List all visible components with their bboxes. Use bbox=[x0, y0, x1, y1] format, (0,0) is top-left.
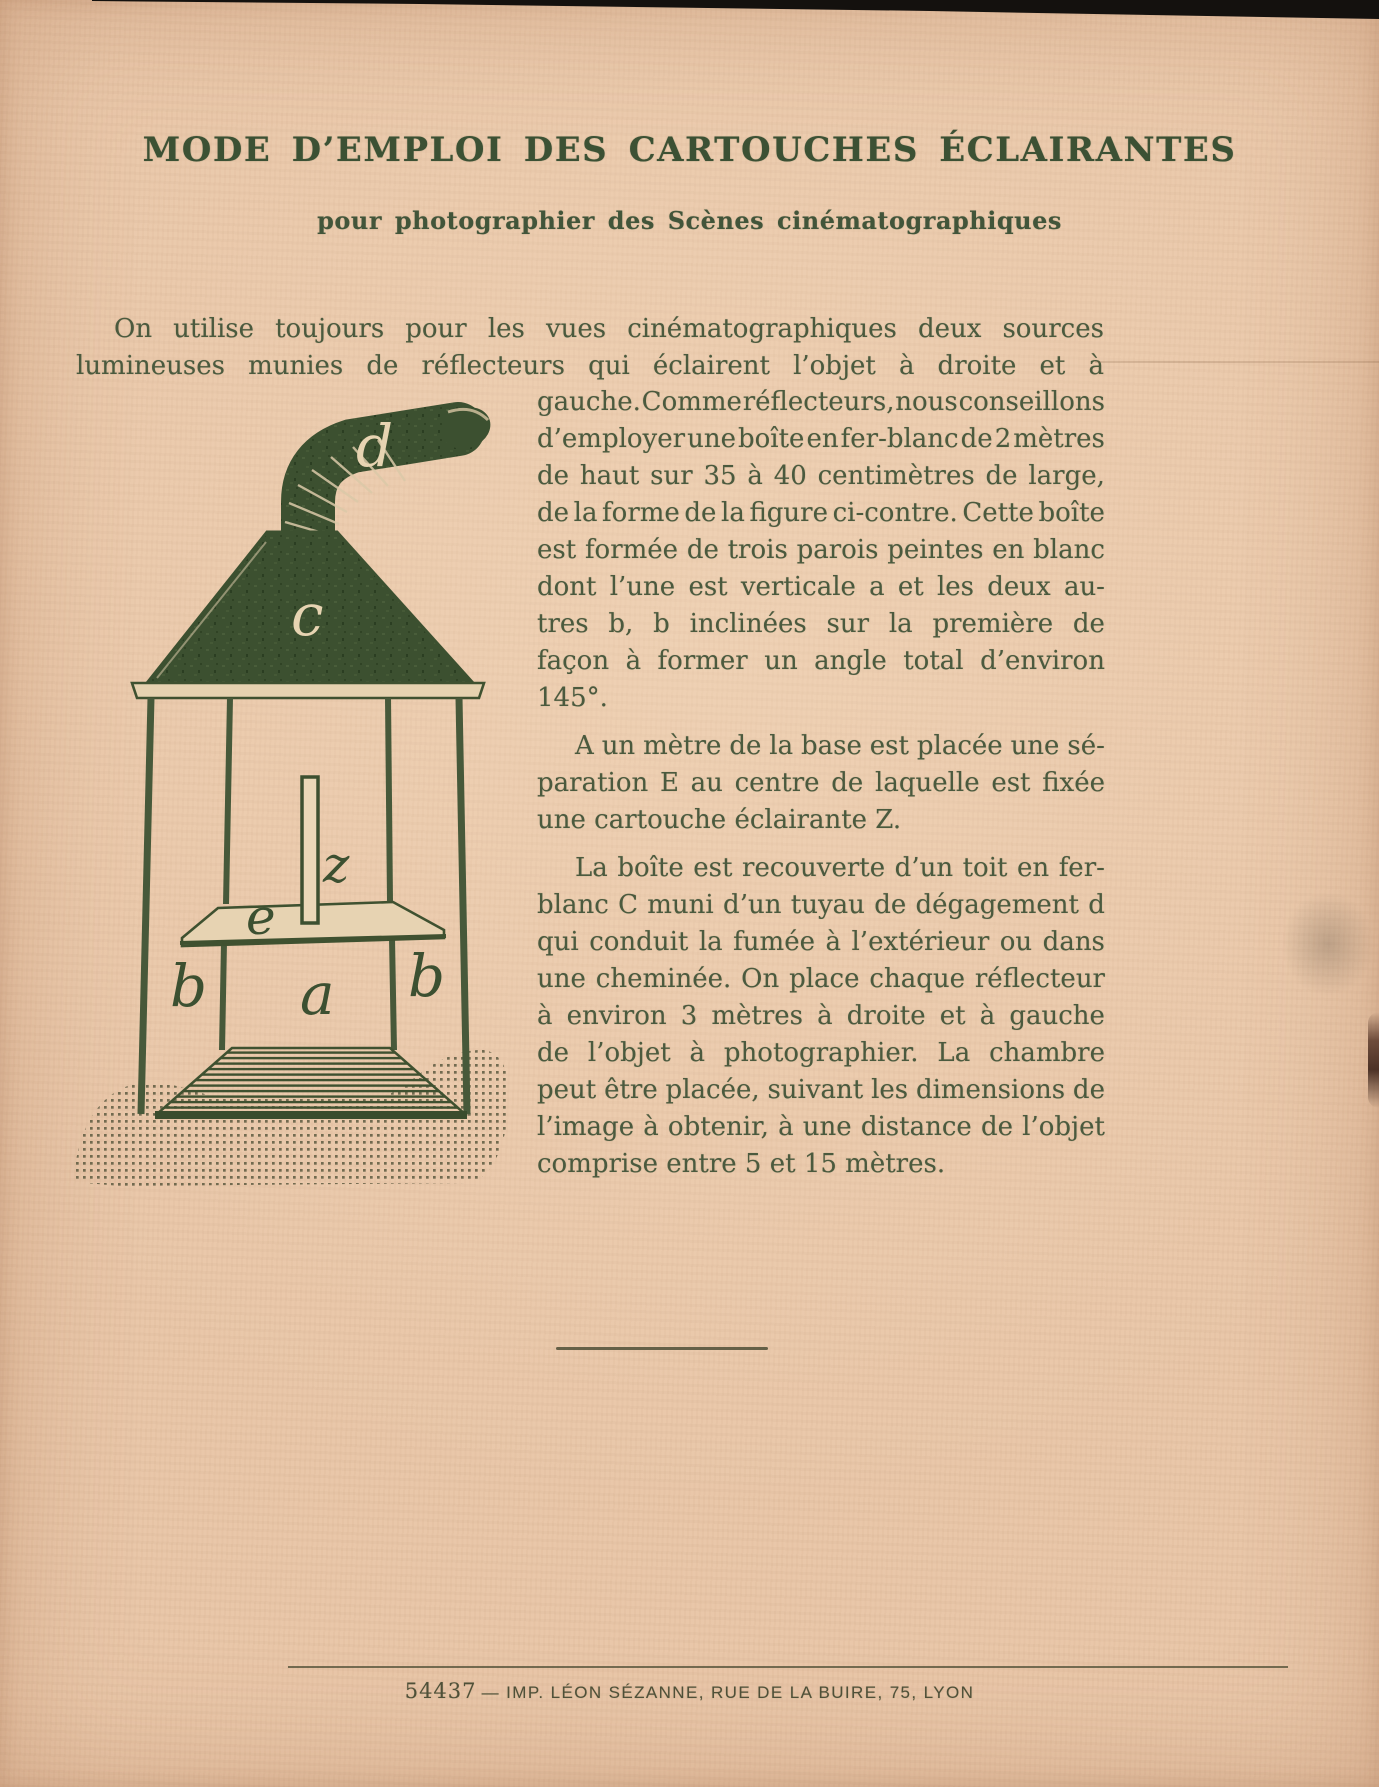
paragraph bbox=[537, 384, 1105, 717]
text-line: On utilise toujours pour les vues cinématographiques deux sources bbox=[114, 314, 1104, 344]
text-line: blanc C muni d’un tuyau de dégagement d bbox=[537, 890, 1105, 920]
text-line: d’employer une boîte en fer-blanc de 2 mètres bbox=[537, 424, 1105, 454]
text-line: une cartouche éclairante Z. bbox=[537, 805, 902, 835]
text-line: de l’objet à photographier. La chambre bbox=[537, 1038, 1105, 1068]
text-line: dont l’une est verticale a et les deux au- bbox=[537, 572, 1105, 602]
intro-paragraph bbox=[76, 311, 1104, 385]
figure-label-z: z bbox=[323, 836, 350, 894]
section-divider bbox=[556, 1347, 768, 1350]
figure-label-b-right: b bbox=[408, 942, 446, 1010]
text-line: de haut sur 35 à 40 centimètres de large, bbox=[537, 461, 1105, 491]
text-line: façon à former un angle total d’environ bbox=[537, 646, 1105, 676]
body-column bbox=[537, 384, 1105, 1183]
text-line: gauche. Comme réflecteurs, nous conseillons bbox=[537, 387, 1105, 417]
scan-edge-shape bbox=[92, 0, 1379, 19]
text-line: une cheminée. On place chaque réflecteur bbox=[537, 964, 1105, 994]
text-line: paration E au centre de laquelle est fixée bbox=[537, 768, 1105, 798]
figure-label-a: a bbox=[300, 960, 335, 1028]
text-line: peut être placée, suivant les dimensions de bbox=[537, 1075, 1105, 1105]
page-subtitle: pour photographier des Scènes cinématographiques bbox=[317, 206, 1062, 235]
text-line: l’image à obtenir, à une distance de l’objet bbox=[537, 1112, 1105, 1142]
text-line: qui conduit la fumée à l’extérieur ou dans bbox=[537, 927, 1105, 957]
scan-edge-mark bbox=[1364, 922, 1379, 970]
scan-edge-mark bbox=[1368, 1012, 1379, 1108]
floor-hatch bbox=[155, 1048, 467, 1115]
figure-drawing bbox=[60, 390, 520, 1195]
imprint-text: — IMP. LÉON SÉZANNE, RUE DE LA BUIRE, 75, LYON bbox=[481, 1683, 975, 1702]
paragraph bbox=[537, 728, 1105, 839]
text-line: A un mètre de la base est placée une sé- bbox=[575, 731, 1105, 761]
figure-label-c: c bbox=[291, 581, 324, 649]
printer-imprint bbox=[0, 1679, 1379, 1703]
text-line: lumineuses munies de réflecteurs qui éclairent l’objet à droite et à bbox=[76, 351, 1104, 381]
cartridge bbox=[302, 777, 318, 923]
reflector-figure bbox=[60, 390, 520, 1195]
paper-crease bbox=[1095, 361, 1379, 363]
text-line: de la forme de la figure ci-contre. Cette boîte bbox=[537, 498, 1105, 528]
figure-label-b-left: b bbox=[170, 952, 208, 1020]
text-line: est formée de trois parois peintes en blanc bbox=[537, 535, 1105, 565]
paragraph bbox=[537, 850, 1105, 1183]
imprint-number: 54437 bbox=[404, 1679, 477, 1703]
footer-rule bbox=[288, 1666, 1288, 1668]
text-line: La boîte est recouverte d’un toit en fer- bbox=[575, 853, 1105, 883]
text-line: 145°. bbox=[537, 683, 608, 713]
text-line: à environ 3 mètres à droite et à gauche bbox=[537, 1001, 1105, 1031]
paper-stain bbox=[1282, 892, 1374, 996]
figure-label-e: e bbox=[246, 888, 276, 946]
text-line: comprise entre 5 et 15 mètres. bbox=[537, 1149, 946, 1179]
page-title: MODE D’EMPLOI DES CARTOUCHES ÉCLAIRANTES bbox=[142, 130, 1237, 170]
figure-label-d: d bbox=[356, 412, 394, 480]
top-scan-edge bbox=[0, 0, 1379, 24]
text-line: tres b, b inclinées sur la première de bbox=[537, 609, 1105, 639]
